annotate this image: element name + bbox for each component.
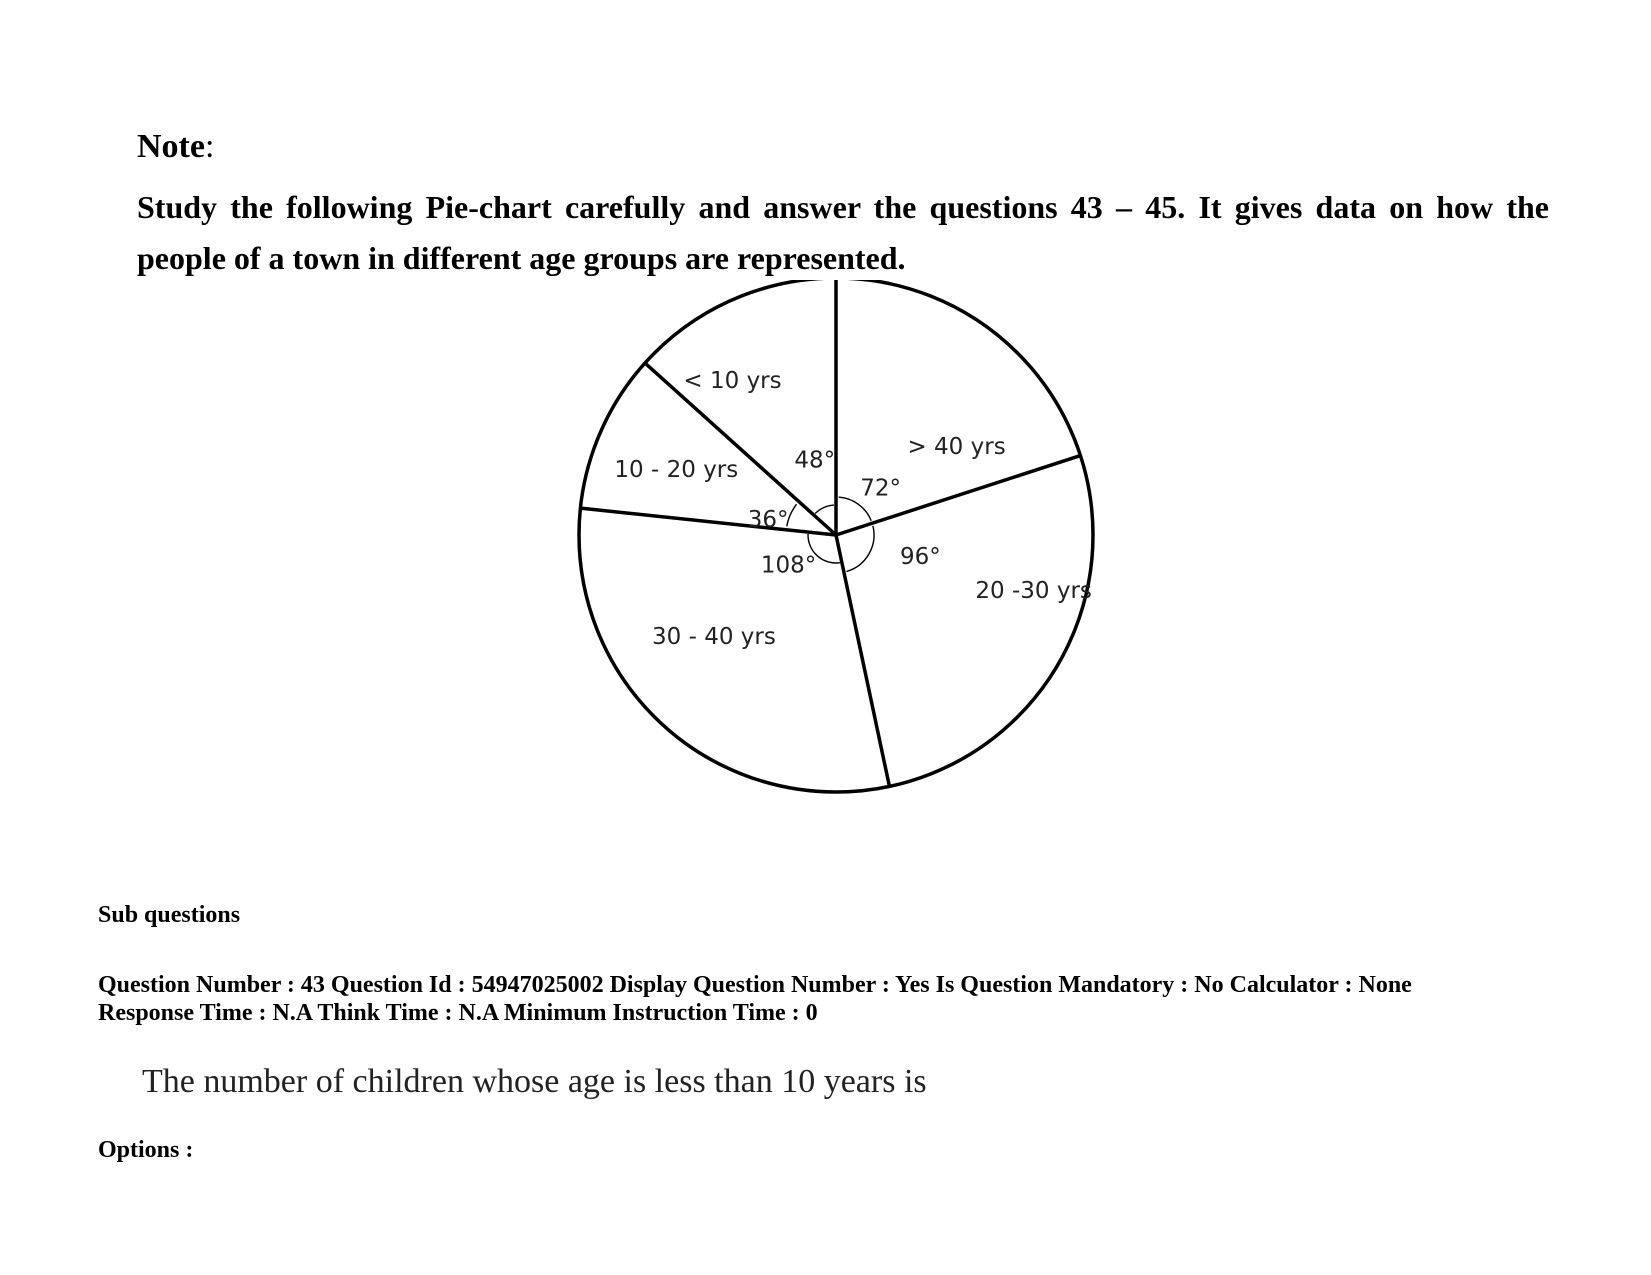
age-group-pie-chart xyxy=(560,280,1100,835)
slice-angle-10-20: 36° xyxy=(747,507,789,534)
slice-angle-30-40: 108° xyxy=(760,552,817,579)
slice-label-lt-10: < 10 yrs xyxy=(683,368,782,395)
slice-label-20-30: 20 -30 yrs xyxy=(975,578,1092,605)
note-heading xyxy=(137,130,214,164)
slice-label-10-20: 10 - 20 yrs xyxy=(614,456,739,483)
question-meta-line-2: Response Time : N.A Think Time : N.A Minimum Instruction Time : 0 xyxy=(98,1000,818,1026)
slice-label-gt-40: > 40 yrs xyxy=(907,433,1006,460)
pie-chart-svg xyxy=(560,280,1100,835)
options-heading: Options : xyxy=(98,1137,194,1163)
slice-label-30-40: 30 - 40 yrs xyxy=(652,623,776,650)
slice-angle-lt-10: 48° xyxy=(794,447,836,474)
slice-angle-gt-40: 72° xyxy=(860,475,902,502)
note-heading-colon: : xyxy=(204,128,215,165)
question-meta xyxy=(98,971,1598,1027)
slice-angle-20-30: 96° xyxy=(900,544,941,571)
sub-questions-heading: Sub questions xyxy=(98,902,241,928)
question-meta-line-1: Question Number : 43 Question Id : 54947025002 Display Question Number : Yes Is Question Mandatory : No Calculator : None xyxy=(98,972,1412,998)
note-heading-label: Note xyxy=(137,128,205,165)
question-text: The number of children whose age is less than 10 years is xyxy=(142,1063,927,1100)
note-instruction: Study the following Pie-chart carefully and answer the questions 43 – 45. It gives data on how the people of a town in different age groups are represented. xyxy=(137,189,1549,276)
